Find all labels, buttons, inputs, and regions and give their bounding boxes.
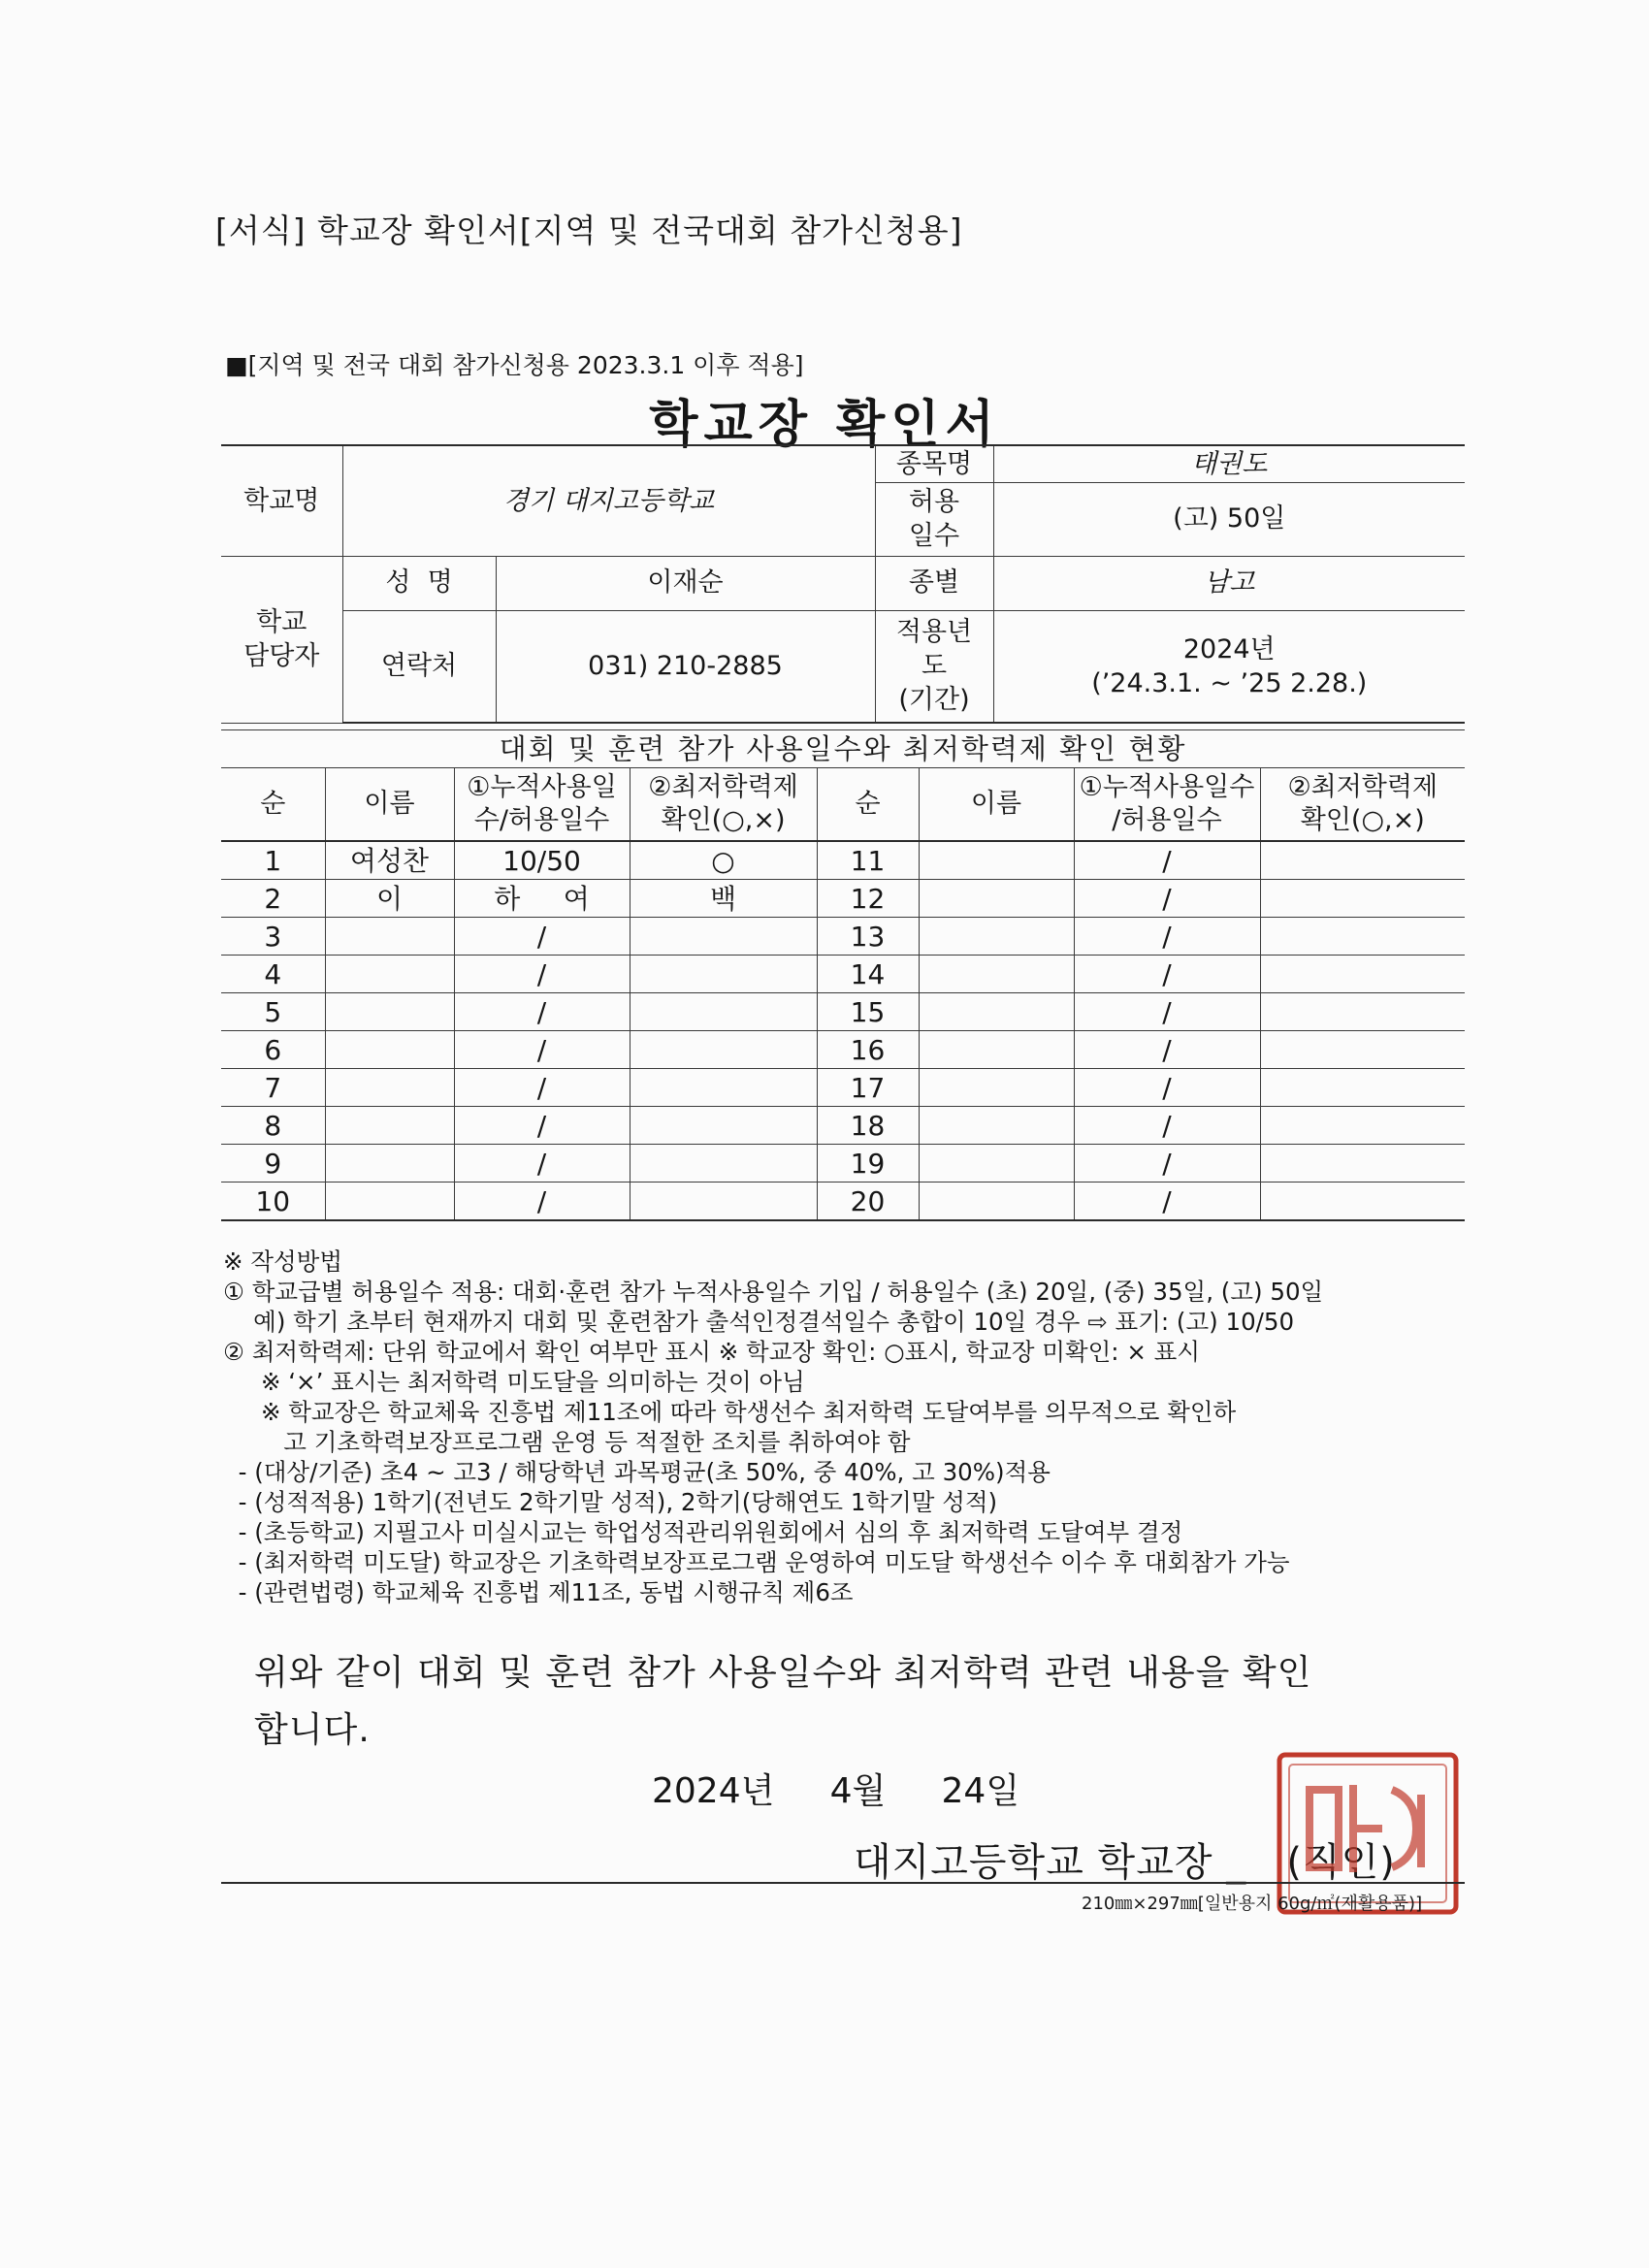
row-name <box>325 1031 454 1069</box>
header-days <box>454 768 630 842</box>
instruction-line: ② 최저학력제: 단위 학교에서 확인 여부만 표시 ※ 학교장 확인: ○표시, 학교장 미확인: × 표시 <box>223 1338 1200 1366</box>
row-no: 8 <box>221 1107 325 1145</box>
header-min-right <box>1260 768 1465 842</box>
row-check-right <box>1260 956 1465 993</box>
row-days: / <box>454 956 630 993</box>
confirmation-text <box>254 1644 1311 1759</box>
row-days-right: / <box>1074 918 1260 956</box>
confirmation-line2: 합니다. <box>254 1710 371 1750</box>
row-name <box>325 918 454 956</box>
row-name: 이 <box>325 880 454 918</box>
header-days-right-line1: ①누적사용일수 <box>1079 772 1255 803</box>
row-name-right <box>919 1069 1074 1107</box>
row-days-right: / <box>1074 1069 1260 1107</box>
year-label-line2: 도 <box>921 651 948 682</box>
school-value: 경기 대지고등학교 <box>342 445 875 556</box>
row-check-right <box>1260 1145 1465 1183</box>
row-check-right <box>1260 841 1465 880</box>
instruction-line: ※ 작성방법 <box>223 1247 342 1276</box>
row-name-right <box>919 993 1074 1031</box>
row-no: 7 <box>221 1069 325 1107</box>
row-name <box>325 1145 454 1183</box>
table-row <box>221 841 1465 880</box>
instruction-line: - (초등학교) 지필고사 미실시교는 학업성적관리위원회에서 심의 후 최저학력 도달여부 결정 <box>223 1518 1183 1546</box>
row-days: / <box>454 1107 630 1145</box>
table-row <box>221 1145 1465 1183</box>
info-table <box>221 444 1465 724</box>
header-days-line1: ①누적사용일 <box>467 772 617 803</box>
instruction-line: ① 학교급별 허용일수 적용: 대회·훈련 참가 누적사용일수 기입 / 허용일수 (초) 20일, (중) 35일, (고) 50일 <box>223 1278 1324 1306</box>
table-row <box>221 956 1465 993</box>
row-no-right: 13 <box>817 918 919 956</box>
row-check <box>630 1031 817 1069</box>
header-name-right: 이름 <box>919 768 1074 842</box>
instruction-line: ※ ‘×’ 표시는 최저학력 미도달을 의미하는 것이 아님 <box>223 1368 805 1396</box>
table-row <box>221 1107 1465 1145</box>
instruction-line: - (대상/기준) 초4 ~ 고3 / 해당학년 과목평균(초 50%, 중 40%, 고 30%)적용 <box>223 1458 1051 1486</box>
header-name: 이름 <box>325 768 454 842</box>
bottom-rule <box>221 1882 1465 1884</box>
row-name <box>325 1107 454 1145</box>
row-check <box>630 1107 817 1145</box>
row-no: 6 <box>221 1031 325 1069</box>
row-name-right <box>919 880 1074 918</box>
row-days-right: / <box>1074 1183 1260 1221</box>
row-days-right: / <box>1074 841 1260 880</box>
row-name-right <box>919 1145 1074 1183</box>
gender-value: 남고 <box>993 556 1465 610</box>
instruction-line: - (관련법령) 학교체육 진흥법 제11조, 동법 시행규칙 제6조 <box>223 1578 854 1606</box>
row-check: ○ <box>630 841 817 880</box>
row-days: / <box>454 1069 630 1107</box>
row-days-right: / <box>1074 993 1260 1031</box>
form-label: [서식] 학교장 확인서[지역 및 전국대회 참가신청용] <box>215 211 963 249</box>
row-days-right: / <box>1074 1031 1260 1069</box>
sport-label: 종목명 <box>875 445 993 482</box>
row-days: / <box>454 918 630 956</box>
name-label: 성 명 <box>342 556 496 610</box>
instruction-line: - (성적적용) 1학기(전년도 2학기말 성적), 2학기(당해연도 1학기말 성적) <box>223 1488 998 1516</box>
row-check-right <box>1260 918 1465 956</box>
row-no: 10 <box>221 1183 325 1221</box>
header-no: 순 <box>221 768 325 842</box>
row-days: 하 여 <box>454 880 630 918</box>
year-label-line1: 적용년 <box>895 617 973 648</box>
contact-label-line1: 학교 <box>256 606 307 637</box>
row-days: / <box>454 1145 630 1183</box>
school-label: 학교명 <box>221 445 342 556</box>
row-no-right: 12 <box>817 880 919 918</box>
paper-spec: 210㎜×297㎜[일반용지 60g/㎡(재활용품)] <box>1082 1894 1423 1914</box>
row-name: 여성찬 <box>325 841 454 880</box>
principal-signature: 대지고등학교 학교장 _ (직인) <box>854 1840 1396 1885</box>
row-days-right: / <box>1074 956 1260 993</box>
instruction-line: - (최저학력 미도달) 학교장은 기초학력보장프로그램 운영하여 미도달 학생선수 이수 후 대회참가 가능 <box>223 1548 1290 1576</box>
row-check: 백 <box>630 880 817 918</box>
row-no-right: 19 <box>817 1145 919 1183</box>
instruction-line: 고 기초학력보장프로그램 운영 등 적절한 조치를 취하여야 함 <box>223 1428 911 1456</box>
contact-label-line2: 담당자 <box>243 641 320 671</box>
page-title: 학교장 확인서 <box>649 396 1000 454</box>
row-name-right <box>919 1031 1074 1069</box>
instruction-line: 예) 학기 초부터 현재까지 대회 및 훈련참가 출석인정결석일수 총합이 10일 경우 ⇨ 표기: (고) 10/50 <box>223 1308 1295 1336</box>
header-days-right-line2: /허용일수 <box>1112 805 1222 835</box>
days-value: (고) 50일 <box>993 482 1465 556</box>
header-min-right-line2: 확인(○,×) <box>1300 805 1425 835</box>
name-value: 이재순 <box>496 556 875 610</box>
contact-label <box>221 556 342 723</box>
row-name <box>325 1069 454 1107</box>
row-no-right: 18 <box>817 1107 919 1145</box>
row-no-right: 15 <box>817 993 919 1031</box>
row-name <box>325 1183 454 1221</box>
table-row <box>221 880 1465 918</box>
year-label-line3: (기간) <box>898 685 970 716</box>
row-check <box>630 1069 817 1107</box>
table-row <box>221 1069 1465 1107</box>
header-min <box>630 768 817 842</box>
row-no: 5 <box>221 993 325 1031</box>
row-name-right <box>919 956 1074 993</box>
row-check <box>630 993 817 1031</box>
header-no-right: 순 <box>817 768 919 842</box>
row-check <box>630 956 817 993</box>
row-check <box>630 1145 817 1183</box>
row-no: 1 <box>221 841 325 880</box>
row-check-right <box>1260 1107 1465 1145</box>
row-check <box>630 1183 817 1221</box>
row-name <box>325 993 454 1031</box>
table-row <box>221 993 1465 1031</box>
header-days-right <box>1074 768 1260 842</box>
year-value <box>993 610 1465 723</box>
row-days: 10/50 <box>454 841 630 880</box>
confirmation-line1: 위와 같이 대회 및 훈련 참가 사용일수와 최저학력 관련 내용을 확인 <box>254 1653 1312 1693</box>
row-check-right <box>1260 1069 1465 1107</box>
row-days-right: / <box>1074 1145 1260 1183</box>
row-check-right <box>1260 1183 1465 1221</box>
year-label <box>875 610 993 723</box>
row-name-right <box>919 918 1074 956</box>
row-no: 4 <box>221 956 325 993</box>
days-label-line1: 허용 <box>908 486 960 517</box>
row-name-right <box>919 1107 1074 1145</box>
days-label-line2: 일수 <box>908 521 960 551</box>
row-no-right: 17 <box>817 1069 919 1107</box>
header-days-line2: 수/허용일수 <box>473 805 610 835</box>
participation-table <box>221 729 1465 1221</box>
header-min-line2: 확인(○,×) <box>661 805 786 835</box>
issue-date: 2024년 4월 24일 <box>652 1771 1020 1811</box>
participation-table-title: 대회 및 훈련 참가 사용일수와 최저학력제 확인 현황 <box>221 730 1465 768</box>
row-no-right: 11 <box>817 841 919 880</box>
row-no: 9 <box>221 1145 325 1183</box>
header-min-right-line1: ②최저학력제 <box>1287 772 1439 803</box>
row-days: / <box>454 1183 630 1221</box>
row-name <box>325 956 454 993</box>
year-period: (’24.3.1. ~ ’25 2.28.) <box>1091 667 1368 698</box>
row-name-right <box>919 1183 1074 1221</box>
row-check-right <box>1260 993 1465 1031</box>
form-subtitle: ■[지역 및 전국 대회 참가신청용 2023.3.1 이후 적용] <box>225 351 804 379</box>
row-no-right: 16 <box>817 1031 919 1069</box>
header-min-line1: ②최저학력제 <box>648 772 798 803</box>
phone-value: 031) 210-2885 <box>496 610 875 723</box>
row-days-right: / <box>1074 880 1260 918</box>
days-label <box>875 482 993 556</box>
row-no-right: 20 <box>817 1183 919 1221</box>
row-no-right: 14 <box>817 956 919 993</box>
table-row <box>221 1183 1465 1221</box>
row-check <box>630 918 817 956</box>
row-days-right: / <box>1074 1107 1260 1145</box>
instruction-line: ※ 학교장은 학교체육 진흥법 제11조에 따라 학생선수 최저학력 도달여부를 의무적으로 확인하 <box>223 1398 1237 1426</box>
row-name-right <box>919 841 1074 880</box>
row-no: 3 <box>221 918 325 956</box>
phone-label: 연락처 <box>342 610 496 723</box>
table-row <box>221 918 1465 956</box>
row-no: 2 <box>221 880 325 918</box>
row-days: / <box>454 1031 630 1069</box>
instructions <box>223 1247 1323 1607</box>
year-value-line1: 2024년 <box>1182 633 1276 664</box>
row-days: / <box>454 993 630 1031</box>
sport-value: 태권도 <box>993 445 1465 482</box>
row-check-right <box>1260 1031 1465 1069</box>
gender-label: 종별 <box>875 556 993 610</box>
table-row <box>221 1031 1465 1069</box>
row-check-right <box>1260 880 1465 918</box>
